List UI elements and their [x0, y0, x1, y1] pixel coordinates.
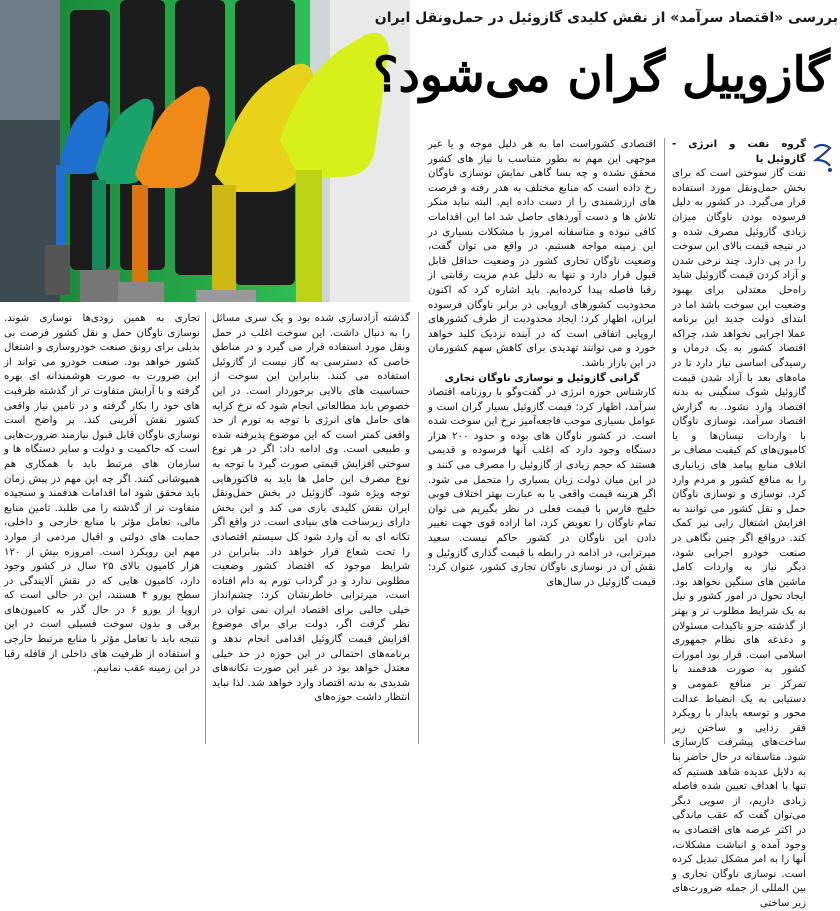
article-column-1	[672, 138, 806, 909]
column-1-text: نفت گاز سوختی است که برای بخش حمل‌ونقل مورد استفاده قرار می‌گیرد. در کشور به دلیل فرسوده بودن ناوگان میزان زیادی گازوئیل مصرف شده و در نتیجه قیمت بالای این سوخت را در پی دارد. چند نرخی شدن و آزاد کردن قیمت گازوئیل شاید راه‌حل معتدلی برای بهبود وضعیت این سوخت باشد اما در ابتدای دولت جدید این برنامه عملا اجرایی نخواهد شد، چراکه اقتصاد کشور به یک درمان و رسیدگی اساسی نیاز دارد تا در ماه‌های بعد با آزاد شدن قیمت گازوئیل شوک سنگینی به بدنه اقتصاد وارد نشود. به گزارش اقتصاد سرآمد، نوسازی ناوگان با واردات نیسان‌ها و یا کامیون‌های کم کیفیت مضاف بر اتلاف منابع پیامد های زیانباری را به منافع کشور و مردم وارد کرد. نوسازی و نوسازی ناوگان حمل و نقل کشور می توانند به افزایش اشتغال زایی نیز کمک کند. درواقع اگر چنین نگاهی در صنعت خودرو اجرایی شود، دیگر نیاز به واردات کامل ماشین های سنگین نخواهد بود. ایجاد تحول در امور کشور و نیل به یک شرایط مطلوب تر و بهتر از گذشته جزو تاکیدات مسئولان و دغدغه های نظام جمهوری اسلامی است. قرار بود امورات کشور به صورت هدفمند با تمرکز بر منافع عمومی و دستیابی به یک انضباط عدالت محور و توسعه پایدار با رویکرد فقر زدایی و ساختن زیر ساخت‌های پیشرفت کارسازی شود. متاسفانه در حال حاضر بنا به دلایل عدیده شاهد هستیم که تنها با اهداف تعیین شده فاصله زیادی داریم، از سویی دیگر می‌توان گفت که عقب ماندگی در اکثر عرصه های اقتصادی به وجود آمده و انباشت مشکلات، آنها را به امر مشکل تبدیل کرده است. نوسازی ناوگان تجاری و بین المللی از جمله ضرورت‌های زیر ساختی	[672, 168, 806, 909]
section-label: گروه نفت و انرژی - گازوئیل یا	[672, 139, 806, 165]
column-divider	[664, 138, 665, 744]
column-3-text: گذشته آزادسازی شده بود و یک سری مسائل را به دنبال داشت. این سوخت اغلب در حمل ونقل مورد استفاده قرار می گیرد و در مناطق خاصی که دسترسی به گاز نیست از گازوئیل استفاده می کنند. بنابراین این سوخت از حساسیت های بالایی برخوردار است. در این خصوص باید مطالعاتی انجام شود که نرخ کرایه های حامل های انرژی با توجه به تورم از حد واقعی کمتر است که این موضوع پذیرفته شده و طبیعی است. وی ادامه داد: اگر در هر نوع سوختی افزایش قیمتی صورت گیرد با توجه به نوع مصرف این حامل ها باید به فاکتورهایی توجه ویژه شود. گازوئیل در بخش حمل‌ونقل ایران نقش کلیدی بازی می کند و این بخش دارای زیرساخت های بنیادی است. در واقع اگر تکانه ای به آن وارد شود کل سیستم اقتصادی را تحت شعاع قرار خواهد داد. بنابراین در شرایط موجود که اقتصاد کشور وضعیت مطلوبی ندارد و در گرداب تورم به دام افتاده است، میرترابی خاطرنشان کرد: چشم‌انداز خیلی جالبی برای اقتصاد ایران نمی توان در نظر گرفت اگر، دولت برای برای موضوع افزایش قیمت گازوئیل اقدامی انجام ندهد و برنامه‌های احتمالی در این حوزه در حد خیلی معتدل خواهد بود در غیر این صورت تکانه‌های شدیدی به بدنه اقتصاد وارد خواهد شد. لذا نباید انتظار داشت حوزه‌های	[212, 313, 410, 704]
sarāmad-logo-icon	[810, 140, 836, 176]
column-divider	[205, 312, 206, 744]
article-column-3	[212, 312, 410, 744]
subheading: گرانی گازوئیل و نوسازی ناوگان تجاری	[444, 372, 640, 384]
column-2b-text: کارشناس حوزه انرژی در گفت‌وگو با روزنامه اقتصاد سرآمد، اظهار کرد: قیمت گازوئیل بسیار گران است و عوامل بسیاری موجب فاجعه‌آمیز نرخ این سوخت شده است. در کشور ناوگان های بوده و حدود ۲۰۰ هزار دستگاه وجود دارد که اغلب آنها فرسوده و قدیمی هستند که حجم زیادی از گازوئیل را مصرف می کنند و در این میان دولت زیان بسیاری را متحمل می شود. اگر هزینه قیمت واقعی یا به عبارت بهتر اختلاف فوبی خلیج فارس با قیمت فعلی در نظر بگیریم می توان تمام ناوگان را تعویض کرد، اما اراده قوی جهت تغییر دادن این ناوگان در کشور حاکم نیست. سعید میرترابی، در ادامه در رابطه با قیمت گذاری گازوئیل و نقش آن در نوسازی ناوگان تجاری کشور، عنوان کرد: قیمت گازوئیل در سال‌های	[428, 387, 656, 588]
article-column-2	[428, 138, 656, 744]
fuel-nozzles-illustration	[0, 0, 410, 302]
column-2-text: اقتصادی کشوراست اما به هر دلیل موجه و یا غیر موجهی این مهم به بطور متناسب با نیاز های کشور محقق نشده و چه بسا گاهی نمایش نوسازی ناوگان رخ داده است که منابع مختلف به هدر رفته و فرصت های ارزشمندی را از دست داده ایم. البته نباید منکر تلاش ها و دست آوردهای حاصل شد اما این اقدامات کافی نبوده و متاسفانه امروز با مشکلات بسیاری در این زمینه مواجه هستیم. در واقع می توان گفت، وضعیت ناوگان تجاری کشور در وضعیت حداقل قابل قبول قرار دارد و تنها به دلیل عدم مزیت رقابتی از رقبا فاصله پیدا کرده‌ایم. باید اشاره کرد که اکنون محدودیت کشورهای اروپایی در برابر ناوگان فرسوده ایران، اظهار کرد: ایجاد محدودیت از طرف کشورهای اروپایی اتفاقی است که در آینده نزدیک کلید خواهد خورد و می توانند تهدیدی برای کاهش سهم کشورمان در این بازار باشد.	[428, 139, 656, 369]
column-4-text: تجاری به همین زودی‌ها نوسازی شوند. نوسازی ناوگان حمل و نقل کشور فرصت بی بدیلی برای رونق صنعت خودروسازی و اشتغال کشور خواهد بود. صنعت خودرو می تواند از این ضرورت به صورت هوشمندانه ای بهره گرفته و با آرایش متفاوت تر از گذشته ظرفیت های خود را بکار گرفته و در تامین نیاز واقعی کشور نقش آفرینی کند. پر واضح است نوسازی ناوگان قابل قبول نیازمند ضرورت‌هایی است که حاکمیت و دولت و سایر دستگاه ها و سازمان های مرتبط باید با همکاری هم همپوشانی کنند. اگر چه این مهم در پیش زمان باید محقق شود اما اقدامات هدفمند و سنجیده متفاوت تر از گذشته را می طلبد. تامین منابع مالی، تعامل مؤثر با منابع خارجی و داخلی، حمایت های دولتی و اقبال مردمی از موارد مهم این رویکرد است. امروزه بیش از ۱۲۰ هزار کامیون بالای ۲۵ سال در کشور وجود دارد، کامیون هایی که در نقش آلایندگی در سطح یورو ۴ هستند، این در حالی است که اروپا از یورو ۶ در حال گذر به کامیون‌های برقی و بدون سوخت فسیلی است در این نتیجه باید با تعامل مؤثر با منابع مرتبط خارجی و استفاده از ظرفیت های داخلی از قافله رقبا در این زمینه عقب نمانیم.	[4, 313, 201, 675]
article-kicker: بررسی «اقتصاد سرآمد» از نقش کلیدی گازوئیل در حمل‌ونقل ایران	[374, 10, 838, 26]
article-column-4	[4, 312, 200, 744]
article-photo	[0, 0, 410, 302]
column-divider	[418, 312, 419, 744]
article-headline: گازوییل گران می‌شود؟	[373, 47, 830, 103]
